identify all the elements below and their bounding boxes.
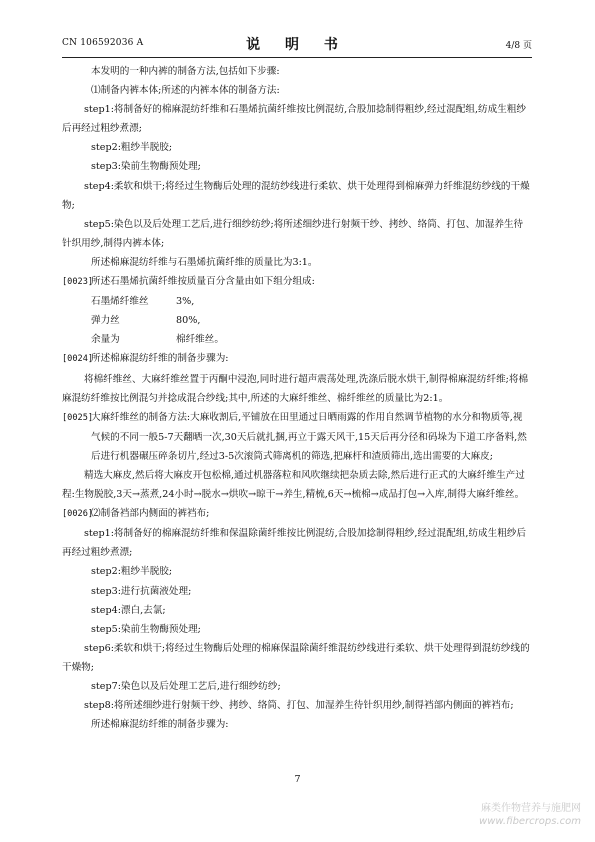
paragraph-text: 将棉纤维丝、大麻纤维丝置于丙酮中浸泡,同时进行超声震荡处理,洗涤后脱水烘干,制得棉麻混纺纤维;将棉麻混纺纤维按比例混匀并捻成混合纱线;其中,所述的大麻纤维丝、棉纤维丝的质量比为2:1。 [62, 373, 529, 404]
paragraph-text: step6:柔软和烘干;将经过生物酶后处理的棉麻保温除菌纤维混纺纱线进行柔软、烘干处理得到混纺纱线的干燥物; [62, 642, 530, 673]
text-paragraph [62, 138, 532, 157]
paragraph-text: step2:粗纱半脱胶; [91, 566, 173, 578]
paragraph-text: step4:柔软和烘干;将经过生物酶后处理的混纺纱线进行柔软、烘干处理得到棉麻弹力纤维混纺纱线的干燥物; [62, 180, 530, 211]
numbered-paragraph [62, 272, 532, 292]
component-name: 石墨烯纤维丝 [91, 296, 149, 308]
paragraph-text: 所述石墨烯抗菌纤维按质量百分含量由如下组分组成: [91, 276, 315, 288]
watermark-site-name: 麻类作物营养与施肥网 [481, 803, 581, 814]
text-paragraph [62, 253, 532, 272]
publication-number: CN 106592036 A [62, 38, 144, 48]
component-value: 80%, [176, 315, 201, 327]
paragraph-text: step1:将制备好的棉麻混纺纤维和石墨烯抗菌纤维按比例混纺,合股加捻制得粗纱,经过混配组,纺成生粗纱后再经过粗纱煮漂; [62, 104, 527, 135]
paragraph-text: step2:粗纱半脱胶; [91, 142, 173, 154]
text-paragraph [62, 562, 532, 581]
paragraph-number: [0026] [62, 509, 94, 520]
text-paragraph [62, 100, 532, 138]
text-paragraph [62, 601, 532, 620]
text-paragraph [62, 582, 532, 601]
paragraph-text: ⑴制备内裤本体;所述的内裤本体的制备方法: [91, 85, 280, 97]
document-body [62, 62, 532, 734]
numbered-paragraph [62, 349, 532, 369]
paragraph-text: 所述棉麻混纺纤维的制备步骤为: [91, 719, 229, 731]
component-list [62, 292, 532, 349]
paragraph-text: step7:染色以及后处理工艺后,进行细纱纺纱; [91, 681, 281, 692]
paragraph-number: [0023] [62, 277, 94, 288]
text-paragraph [62, 370, 532, 408]
paragraph-block-2 [62, 349, 532, 734]
page-count: 4/8 页 [505, 41, 532, 51]
paragraph-text: step5:染前生物酶预处理; [91, 623, 201, 635]
text-paragraph [62, 715, 532, 734]
header-rule [62, 57, 532, 58]
text-paragraph [62, 524, 532, 562]
site-watermark [479, 802, 581, 828]
paragraph-text: step1:将制备好的棉麻混纺纤维和保温除菌纤维按比例混纺,合股加捻制得粗纱,经过混配组,纺成生粗纱后再经过粗纱煮漂; [62, 528, 527, 559]
paragraph-text: step3:染前生物酶预处理; [91, 161, 201, 173]
paragraph-text: step5:染色以及后处理工艺后,进行细纱纺纱;将所述细纱进行射频干纱、拷纱、络筒、打包、加湿养生待针织用纱,制得内裤本体; [62, 218, 524, 249]
paragraph-number: [0024] [62, 354, 94, 365]
text-paragraph [62, 696, 532, 715]
paragraph-text: 所述棉麻混纺纤维与石墨烯抗菌纤维的质量比为3:1。 [91, 256, 318, 268]
paragraph-text: step3:进行抗菌液处理; [91, 585, 192, 597]
paragraph-text: ⑵制备裆部内侧面的裤裆布; [91, 508, 210, 520]
paragraph-text: 本发明的一种内裤的制备方法,包括如下步骤: [91, 66, 280, 77]
text-paragraph [62, 215, 532, 253]
text-paragraph [62, 466, 532, 504]
paragraph-text: step4:漂白,去氯; [91, 604, 166, 616]
component-row [62, 330, 532, 349]
numbered-paragraph [62, 408, 532, 466]
component-value: 3%, [176, 296, 195, 308]
text-paragraph [62, 677, 532, 696]
component-name: 弹力丝 [91, 315, 120, 327]
text-paragraph [62, 81, 532, 100]
paragraph-text: 所述棉麻混纺纤维的制备步骤为: [91, 353, 229, 365]
text-paragraph [62, 177, 532, 215]
text-paragraph [62, 62, 532, 81]
component-row [62, 311, 532, 330]
paragraph-block-1 [62, 62, 532, 292]
text-paragraph [62, 157, 532, 176]
paragraph-text: step8:将所述细纱进行射频干纱、拷纱、络筒、打包、加湿养生待针织用纱,制得裆部内侧面的裤裆布; [84, 700, 514, 712]
component-row [62, 292, 532, 311]
text-paragraph [62, 639, 532, 677]
page-number: 7 [294, 774, 301, 785]
watermark-url: www.fibercrops.com [479, 816, 581, 827]
page-header [62, 34, 532, 54]
component-name: 余量为 [91, 334, 120, 346]
paragraph-text: 精选大麻皮,然后将大麻皮开包松棉,通过机器落粒和风吹继续把杂质去除,然后进行正式的大麻纤维生产过程:生物脱胶,3天→蒸煮,24小时→脱水→烘吹→晾干→养生,精梳,6天→梳棉→成品打包→入库,制得大麻纤维丝。 [62, 469, 525, 501]
paragraph-text: 大麻纤维丝的制备方法:大麻收割后,平铺放在田里通过日晒雨露的作用自然调节植物的水分和物质等,视气候的不同一般5-7天翻晒一次,30天后就扎捆,再立于露天风干,15天后再分径和码垛为下道工序备料,然后进行机器碾压碎条切片,经过3-5次滚筒式筛离机的筛选,把麻杆和渣质筛出,选出需要的大麻皮; [91, 411, 527, 462]
paragraph-number: [0025] [62, 412, 94, 423]
text-paragraph [62, 620, 532, 639]
document-title: 说 明 书 [246, 37, 348, 53]
numbered-paragraph [62, 504, 532, 524]
component-value: 棉纤维丝。 [176, 334, 224, 346]
